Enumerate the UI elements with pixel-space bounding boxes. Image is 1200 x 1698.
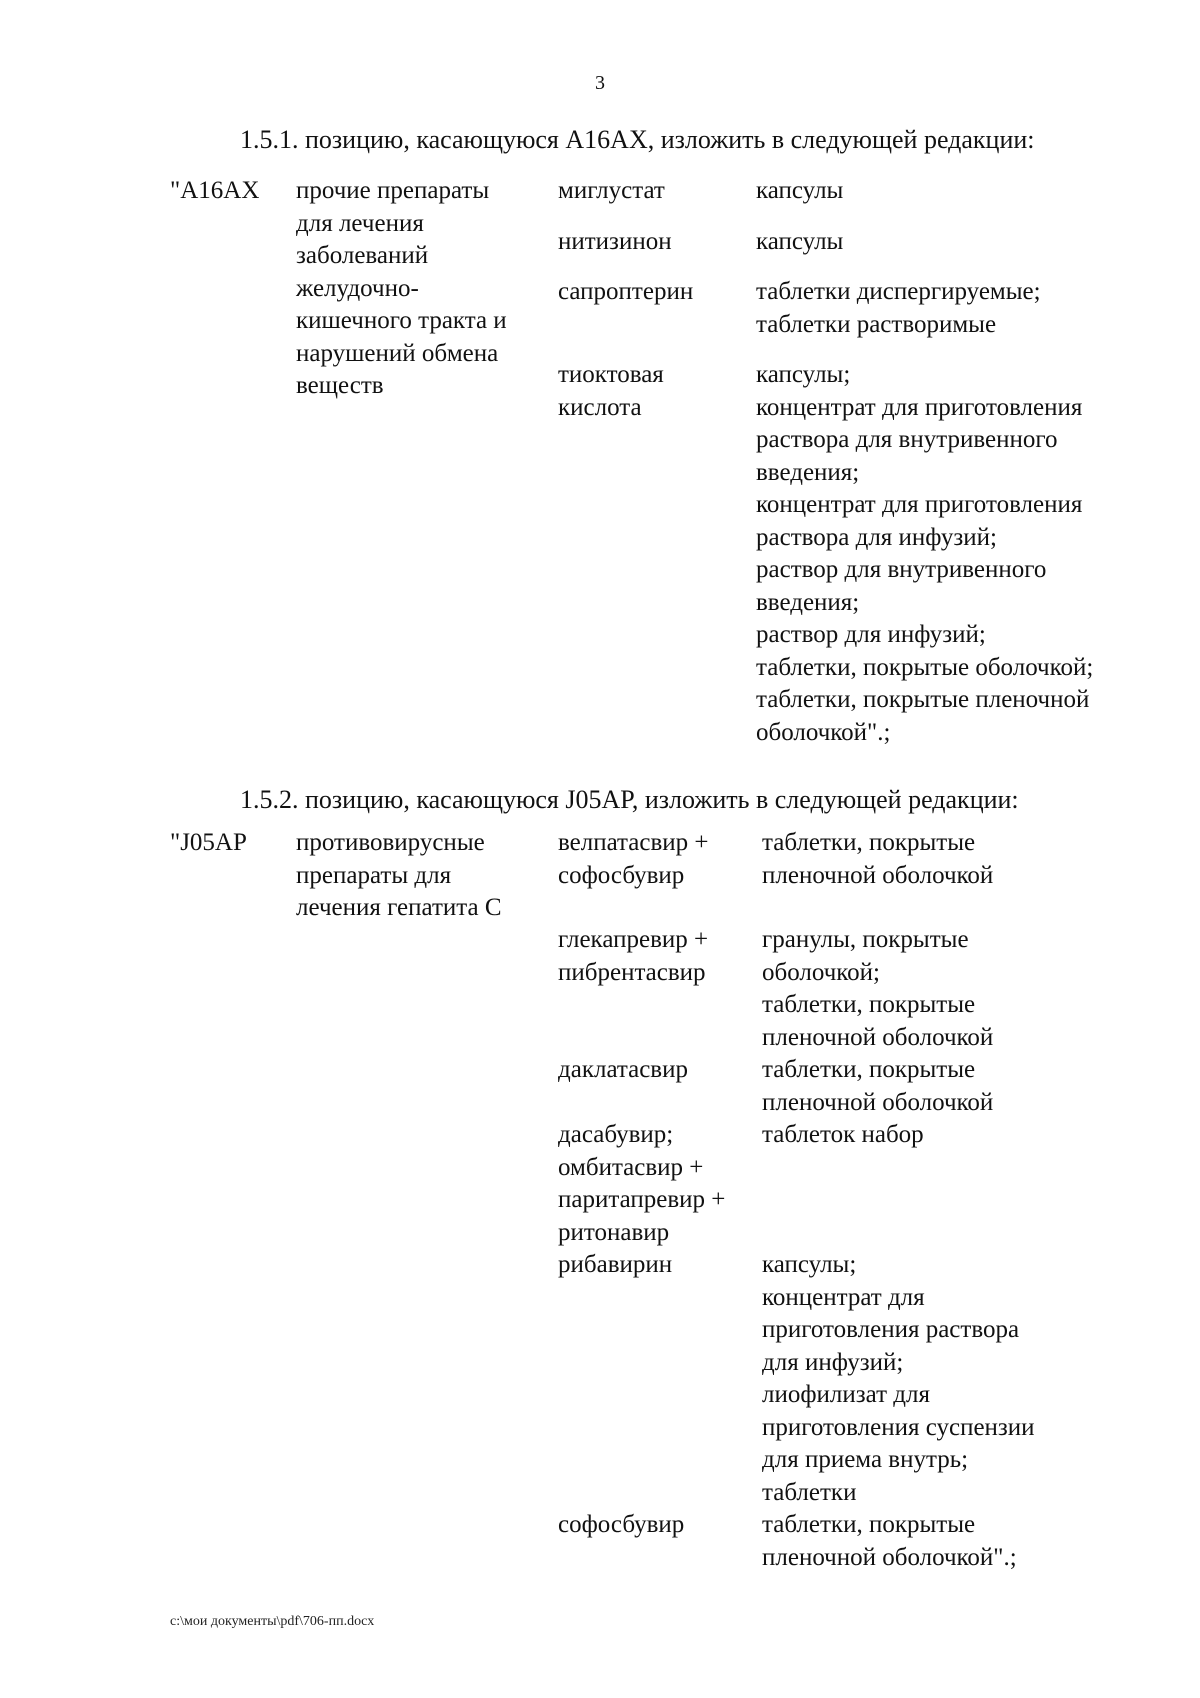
group-line: прочие препараты [296, 177, 490, 204]
drug-name [558, 1249, 758, 1509]
table-row [0, 359, 1200, 749]
dosage-form-line: раствора для инфузий; [756, 523, 997, 551]
drug-name-line: пибрентасвир [558, 958, 706, 986]
dosage-form-line: введения; [756, 458, 860, 486]
dosage-form-line: таблетки, покрытые [762, 991, 976, 1018]
dosage-form-line: пленочной оболочкой [762, 1088, 994, 1116]
footer-file-path: c:\мои документы\pdf\706-пп.docx [170, 1614, 375, 1629]
dosage-form-line: концентрат для [762, 1283, 925, 1311]
drug-name-line: даклатасвир [558, 1056, 688, 1083]
group-line: нарушений обмена [296, 339, 499, 367]
drug-name-line: нитизинон [558, 227, 672, 255]
atc-code: "A16AX [170, 177, 260, 204]
dosage-form-line: таблетки [762, 1478, 857, 1506]
dosage-form-line: таблеток набор [762, 1121, 924, 1148]
drug-name-line: дасабувир; [558, 1121, 674, 1148]
dosage-form-line: таблетки, покрытые [762, 1056, 976, 1083]
table-row [0, 1509, 1200, 1574]
drug-name-line: рибавирин [558, 1251, 673, 1278]
dosage-form-line: оболочкой".; [756, 718, 891, 746]
dosage-form-line: таблетки растворимые [756, 310, 997, 338]
dosage-forms [762, 827, 1162, 892]
dosage-form-line: приготовления суспензии [762, 1413, 1035, 1441]
group-line: веществ [296, 372, 384, 399]
dosage-form-line: таблетки, покрытые [762, 1511, 976, 1538]
drug-name [558, 1509, 758, 1574]
drug-name [558, 924, 758, 1054]
group-line: противовирусные [296, 829, 485, 856]
dosage-form-line: лиофилизат для [762, 1381, 930, 1408]
dosage-forms [762, 1509, 1162, 1574]
group-line: кишечного тракта и [296, 307, 507, 334]
dosage-form-line: капсулы; [756, 361, 851, 388]
dosage-form-line: таблетки, покрытые [762, 829, 976, 856]
table-row [0, 175, 1200, 208]
dosage-form-line: раствора для внутривенного [756, 426, 1058, 453]
drug-name-line: софосбувир [558, 861, 685, 889]
dosage-forms [756, 175, 1156, 208]
dosage-form-line: таблетки диспергируемые; [756, 278, 1041, 305]
table-row [0, 1054, 1200, 1119]
table-row [0, 924, 1200, 1054]
drug-name-line: софосбувир [558, 1511, 685, 1538]
dosage-form-line: концентрат для приготовления [756, 491, 1083, 518]
drug-name [558, 1054, 758, 1119]
table-rows [0, 175, 1200, 749]
table-row [0, 1249, 1200, 1509]
dosage-form-line: пленочной оболочкой [762, 1023, 994, 1051]
drug-name [558, 175, 758, 208]
dosage-form-line: раствор для инфузий; [756, 621, 986, 648]
table-row [0, 1119, 1200, 1249]
dosage-form-line: введения; [756, 588, 860, 616]
drug-name-line: сапроптерин [558, 278, 694, 305]
drug-name [558, 1119, 758, 1249]
drug-name-line: омбитасвир + [558, 1153, 704, 1181]
dosage-form-line: для приема внутрь; [762, 1446, 969, 1473]
drug-name-line: миглустат [558, 177, 665, 204]
drug-name-line: кислота [558, 393, 642, 421]
drug-name-line: велпатасвир + [558, 829, 709, 856]
section-heading: 1.5.2. позицию, касающуюся J05AP, изложить в следующей редакции: [240, 785, 1019, 814]
dosage-form-line: гранулы, покрытые [762, 926, 969, 953]
atc-code: "J05AP [170, 829, 247, 856]
table-row [0, 276, 1200, 341]
dosage-forms [756, 359, 1156, 749]
dosage-form-line: таблетки, покрытые пленочной [756, 686, 1090, 713]
table-row [0, 226, 1200, 259]
dosage-forms [756, 276, 1156, 341]
page-number: 3 [595, 72, 605, 94]
drug-name [558, 276, 758, 341]
dosage-form-line: таблетки, покрытые оболочкой; [756, 653, 1094, 681]
dosage-form-line: пленочной оболочкой [762, 861, 994, 889]
table-rows [0, 827, 1200, 1574]
dosage-forms [762, 924, 1162, 1054]
drug-name [558, 359, 758, 749]
dosage-forms [762, 1054, 1162, 1119]
dosage-forms [756, 226, 1156, 259]
dosage-form-line: приготовления раствора [762, 1316, 1020, 1343]
dosage-form-line: капсулы [756, 227, 844, 255]
drug-name [558, 827, 758, 892]
dosage-form-line: капсулы [756, 177, 844, 204]
dosage-form-line: концентрат для приготовления [756, 393, 1083, 421]
group-line: для лечения [296, 209, 424, 237]
dosage-forms [762, 1249, 1162, 1509]
dosage-form-line: пленочной оболочкой".; [762, 1543, 1017, 1571]
table-row [0, 827, 1200, 892]
group-line: желудочно- [296, 274, 419, 302]
drug-name-line: ритонавир [558, 1218, 670, 1246]
dosage-form-line: оболочкой; [762, 958, 880, 986]
dosage-form-line: раствор для внутривенного [756, 556, 1047, 583]
drug-name [558, 226, 758, 259]
drug-name-line: тиоктовая [558, 361, 664, 388]
section-heading: 1.5.1. позицию, касающуюся A16AX, изложить в следующей редакции: [240, 125, 1035, 154]
dosage-form-line: для инфузий; [762, 1348, 904, 1376]
group-line: заболеваний [296, 242, 429, 269]
dosage-forms [762, 1119, 1162, 1249]
drug-name-line: паритапревир + [558, 1186, 726, 1213]
dosage-form-line: капсулы; [762, 1251, 857, 1278]
drug-name-line: глекапревир + [558, 926, 709, 953]
group-line: лечения гепатита C [296, 894, 502, 921]
group-line: препараты для [296, 861, 452, 889]
